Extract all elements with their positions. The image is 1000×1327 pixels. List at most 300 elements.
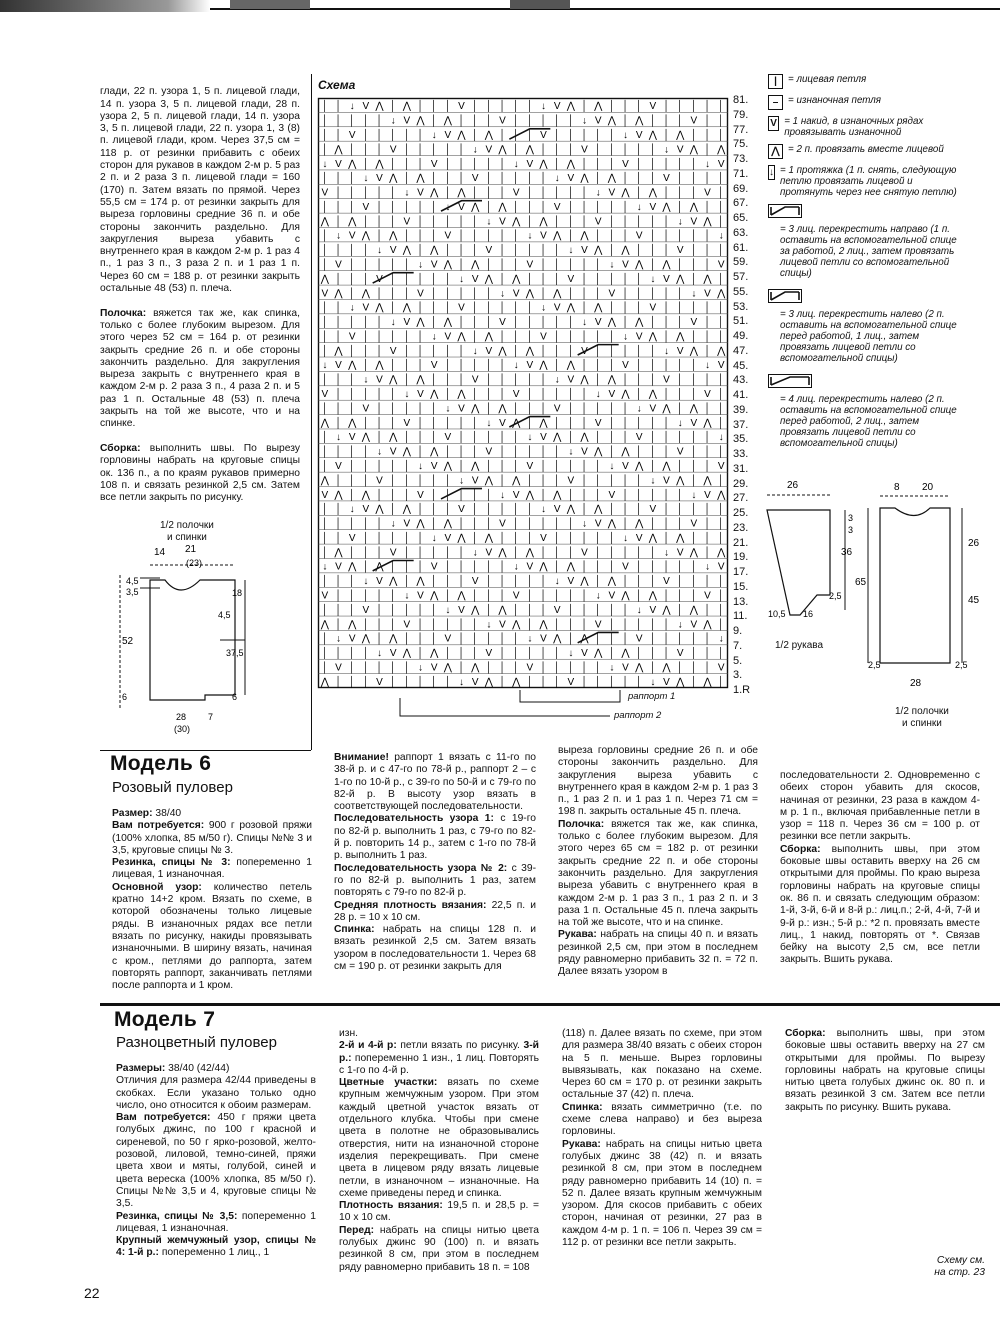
chart-stitch-symbol: │: [677, 259, 684, 271]
chart-stitch-symbol: │: [349, 604, 356, 616]
chart-stitch-symbol: │: [335, 676, 342, 688]
chart-stitch-symbol: │: [349, 475, 356, 487]
chart-stitch-symbol: │: [622, 619, 629, 631]
column-divider-vertical: [311, 74, 312, 750]
chart-stitch-symbol: V: [608, 489, 616, 501]
chart-stitch-symbol: │: [349, 144, 356, 156]
chart-stitch-symbol: ↓: [431, 130, 437, 142]
chart-stitch-symbol: │: [458, 345, 465, 357]
dim-21: 21: [185, 544, 197, 555]
chart-stitch-symbol: │: [444, 547, 451, 559]
chart-stitch-symbol: V: [376, 273, 383, 285]
chart-stitch-symbol: │: [663, 115, 670, 127]
chart-stitch-symbol: │: [718, 101, 725, 113]
chart-stitch-symbol: V: [717, 460, 725, 472]
chart-stitch-symbol: │: [608, 230, 615, 242]
chart-stitch-symbol: │: [472, 331, 479, 343]
chart-stitch-symbol: ↓: [636, 604, 642, 616]
chart-stitch-symbol: │: [704, 446, 711, 458]
chart-row-label: 23.: [733, 521, 749, 534]
chart-stitch-symbol: │: [444, 619, 451, 631]
chart-stitch-symbol: V: [526, 460, 534, 472]
chart-stitch-symbol: │: [526, 446, 533, 458]
chart-stitch-symbol: V: [444, 130, 452, 142]
chart-stitch-symbol: │: [554, 245, 561, 257]
chart-stitch-symbol: V: [389, 245, 397, 257]
chart-stitch-symbol: │: [403, 532, 410, 544]
polochka-label: Полочка:: [100, 307, 147, 319]
dim-16: 16: [803, 609, 814, 619]
chart-stitch-symbol: V: [704, 590, 711, 602]
chart-stitch-symbol: │: [608, 345, 615, 357]
chart-stitch-symbol: │: [321, 403, 328, 415]
chart-stitch-symbol: │: [690, 389, 697, 401]
chart-stitch-symbol: │: [513, 403, 520, 415]
chart-stitch-symbol: ⋀: [621, 187, 630, 199]
chart-stitch-symbol: │: [540, 288, 547, 300]
chart-stitch-symbol: V: [676, 648, 684, 660]
chart-stitch-symbol: │: [376, 633, 383, 645]
chart-stitch-symbol: │: [567, 532, 574, 544]
chart-stitch-symbol: │: [581, 590, 588, 602]
chart-stitch-symbol: V: [526, 662, 534, 674]
chart-stitch-symbol: │: [376, 547, 383, 559]
chart-row-label: 29.: [733, 477, 749, 490]
chart-stitch-symbol: │: [458, 288, 465, 300]
chart-stitch-symbol: ⋀: [334, 489, 343, 501]
chart-stitch-symbol: V: [526, 158, 534, 170]
chart-stitch-symbol: V: [676, 144, 684, 156]
paragraph-label: Последовательность узора 1:: [334, 813, 494, 825]
chart-stitch-symbol: V: [526, 259, 534, 271]
stitch-symbol-icon: –: [768, 95, 783, 110]
chart-stitch-symbol: │: [540, 389, 547, 401]
legend-item: [768, 74, 968, 89]
chart-stitch-symbol: │: [431, 547, 438, 559]
chart-stitch-symbol: │: [431, 101, 438, 113]
chart-stitch-symbol: ⋀: [594, 648, 603, 660]
chart-stitch-symbol: │: [444, 389, 451, 401]
chart-stitch-symbol: ⋀: [566, 360, 575, 372]
top-edge-dark-strip-2: [230, 0, 310, 9]
chart-stitch-symbol: V: [553, 201, 561, 213]
chart-stitch-symbol: │: [608, 201, 615, 213]
chart-stitch-symbol: ⋀: [717, 345, 726, 357]
chart-stitch-symbol: │: [444, 302, 451, 314]
chart-stitch-symbol: │: [581, 475, 588, 487]
chart-stitch-symbol: │: [595, 345, 602, 357]
paragraph-text: петли вязать по рисунку.: [396, 1040, 524, 1052]
chart-stitch-symbol: │: [663, 417, 670, 429]
chart-row-label: 47.: [733, 344, 749, 357]
chart-stitch-symbol: V: [348, 432, 356, 444]
chart-stitch-symbol: V: [458, 403, 465, 415]
chart-stitch-symbol: │: [718, 331, 725, 343]
dim-52: 52: [122, 636, 134, 647]
chart-stitch-symbol: ↓: [677, 216, 683, 228]
chart-stitch-symbol: │: [567, 590, 574, 602]
chart-stitch-symbol: │: [376, 619, 383, 631]
chart-stitch-symbol: │: [581, 259, 588, 271]
chart-stitch-symbol: │: [540, 173, 547, 185]
chart-stitch-symbol: │: [485, 302, 492, 314]
chart-stitch-symbol: │: [718, 590, 725, 602]
chart-stitch-symbol: │: [444, 561, 451, 573]
chart-stitch-symbol: │: [663, 245, 670, 257]
chart-stitch-symbol: │: [690, 532, 697, 544]
chart-stitch-symbol: │: [718, 475, 725, 487]
chart-stitch-symbol: V: [690, 619, 698, 631]
chart-stitch-symbol: │: [608, 561, 615, 573]
chart-stitch-symbol: │: [540, 475, 547, 487]
chart-stitch-symbol: V: [704, 389, 711, 401]
chart-stitch-symbol: │: [567, 432, 574, 444]
chart-stitch-symbol: │: [390, 604, 397, 616]
chart-stitch-symbol: V: [512, 288, 520, 300]
chart-stitch-symbol: │: [595, 576, 602, 588]
chart-stitch-symbol: │: [718, 173, 725, 185]
chart-stitch-symbol: │: [567, 662, 574, 674]
chart-stitch-symbol: V: [676, 345, 684, 357]
chart-stitch-symbol: ⋀: [498, 604, 507, 616]
diagram-left-title: 1/2 полочки и спинки: [160, 520, 214, 543]
legend-item: [768, 204, 968, 279]
chart-stitch-symbol: │: [362, 115, 369, 127]
chart-stitch-symbol: ⋀: [703, 216, 712, 228]
chart-stitch-symbol: ↓: [486, 417, 492, 429]
chart-stitch-symbol: │: [403, 201, 410, 213]
paragraph-label: Размеры:: [116, 1063, 166, 1074]
chart-stitch-symbol: V: [717, 360, 725, 372]
chart-stitch-symbol: │: [362, 518, 369, 530]
chart-stitch-symbol: │: [554, 345, 561, 357]
chart-stitch-symbol: V: [553, 403, 561, 415]
chart-stitch-symbol: │: [403, 331, 410, 343]
chart-stitch-symbol: │: [540, 648, 547, 660]
chart-stitch-symbol: │: [472, 187, 479, 199]
chart-stitch-symbol: │: [677, 115, 684, 127]
chart-stitch-symbol: │: [554, 187, 561, 199]
chart-stitch-symbol: │: [526, 101, 533, 113]
chart-stitch-symbol: │: [581, 389, 588, 401]
chart-stitch-symbol: │: [608, 633, 615, 645]
paragraph-text: вяжется так же, как спинка, только с более глубоким вырезом. Для этого через 65 см = 182 р. от резинки закрыть средние 22 п. и обе стороны закончить раздельно. Для закругления выреза убавить с внутреннего края в каждом 2-м р. 1 раз 3 п., 1 раз 2 п. и 3 раза 1 п. Остальные 45 п. плеча закрыть на той же высоте, что и на спинке.: [558, 818, 758, 929]
chart-stitch-symbol: ⋀: [662, 403, 671, 415]
chart-stitch-symbol: V: [417, 288, 424, 300]
chart-stitch-symbol: │: [567, 604, 574, 616]
paragraph: [339, 1225, 539, 1274]
chart-stitch-symbol: │: [595, 288, 602, 300]
chart-stitch-symbol: │: [431, 475, 438, 487]
chart-stitch-symbol: │: [499, 532, 506, 544]
chart-stitch-symbol: │: [649, 115, 656, 127]
chart-stitch-symbol: │: [472, 518, 479, 530]
chart-stitch-symbol: │: [718, 504, 725, 516]
chart-stitch-symbol: ↓: [636, 201, 642, 213]
chart-stitch-symbol: │: [513, 130, 520, 142]
chart-row-label: 27.: [733, 492, 749, 505]
chart-stitch-symbol: │: [376, 317, 383, 329]
polochka-text: вяжется так же, как спинка, только с более глубоким вырезом. Для этого через 52 см = 164 р. от резинки закрыть средние 26 п. и обе стороны закончить раздельно. Для закругления выреза закрыть с внутреннего края в каждом 2-м р. 2 раза 3 п., 4 раза 2 п. и 5 раз 1 п. Остальные 48 (53) п. плеча закрыть на той же высоте, что и на спинке.: [100, 307, 300, 430]
chart-stitch-symbol: V: [458, 201, 465, 213]
chart-stitch-symbol: V: [635, 633, 643, 645]
chart-stitch-symbol: │: [403, 561, 410, 573]
chart-stitch-symbol: │: [677, 317, 684, 329]
chart-stitch-symbol: │: [362, 144, 369, 156]
chart-stitch-symbol: │: [718, 676, 725, 688]
chart-stitch-symbol: │: [595, 273, 602, 285]
chart-stitch-symbol: │: [458, 489, 465, 501]
cable-symbol-icon: [768, 289, 968, 308]
chart-stitch-symbol: V: [567, 273, 575, 285]
chart-stitch-symbol: │: [608, 360, 615, 372]
legend-item: [768, 95, 968, 110]
chart-stitch-symbol: │: [417, 417, 424, 429]
chart-stitch-symbol: │: [704, 115, 711, 127]
chart-stitch-symbol: │: [431, 273, 438, 285]
chart-stitch-symbol: │: [690, 302, 697, 314]
chart-stitch-symbol: │: [704, 345, 711, 357]
chart-stitch-symbol: │: [390, 101, 397, 113]
chart-stitch-symbol: ⋀: [580, 230, 589, 242]
chart-stitch-symbol: │: [649, 317, 656, 329]
chart-stitch-symbol: │: [540, 604, 547, 616]
chart-row-label: 17.: [733, 566, 749, 578]
chart-stitch-symbol: │: [718, 201, 725, 213]
paragraph-text: набрать на спицы нитью цвета голубых джинс 38 (42) п. и вязать резинкой 8 см, при этом в последнем ряду равномерно прибавить 14 (10) п. = 52 п. Далее вязать крупным жемчужным узором. Для скосов прибавить с обеих сторон, начиная от резинки, 27 раз в каждом 4-м р. 1 п. = 106 п. Через 39 см = 112 р. от резинки все петли закрыть.: [562, 1138, 762, 1249]
chart-stitch-symbol: │: [499, 576, 506, 588]
chart-stitch-symbol: │: [622, 101, 629, 113]
paragraph-label: Сборка:: [785, 1028, 826, 1039]
chart-stitch-symbol: │: [622, 417, 629, 429]
rapport-1-bracket: [520, 690, 620, 702]
chart-stitch-symbol: ⋀: [580, 633, 589, 645]
chart-stitch-symbol: │: [608, 101, 615, 113]
chart-stitch-symbol: ⋀: [498, 345, 507, 357]
chart-stitch-symbol: ⋀: [484, 273, 493, 285]
chart-stitch-symbol: │: [581, 130, 588, 142]
paragraph-text: вязать по схеме крупным жемчужным узором. При этом каждый цветной участок вязать от отдельного клубка. Чтобы при смене цвета в полотне не образовывались отверстия, нити на изнаночной стороне изделия перекрещивать. При смене цвета в лицевом ряду вязать лицевые петли, в изнаночном – изнаночные. На схеме приведены перед и спинка.: [339, 1077, 539, 1199]
chart-stitch-symbol: V: [608, 288, 616, 300]
chart-stitch-symbol: V: [499, 417, 506, 429]
chart-stitch-symbol: │: [390, 590, 397, 602]
chart-stitch-symbol: │: [649, 460, 656, 472]
chart-stitch-symbol: │: [690, 130, 697, 142]
chart-stitch-symbol: ↓: [472, 547, 478, 559]
chart-row-label: 7.: [733, 639, 743, 652]
stitch-symbol-icon: V: [768, 116, 779, 131]
chart-stitch-symbol: │: [690, 432, 697, 444]
chart-stitch-symbol: │: [444, 187, 451, 199]
chart-stitch-symbol: │: [704, 576, 711, 588]
chart-stitch-symbol: ↓: [541, 504, 546, 516]
chart-stitch-symbol: V: [663, 576, 670, 588]
chart-stitch-symbol: │: [335, 374, 342, 386]
chart-stitch-symbol: ⋀: [471, 259, 480, 271]
chart-stitch-symbol: │: [472, 245, 479, 257]
chart-stitch-symbol: │: [622, 230, 629, 242]
chart-stitch-symbol: │: [595, 158, 602, 170]
chart-stitch-symbol: │: [690, 173, 697, 185]
chart-stitch-symbol: ⋀: [320, 417, 329, 429]
chart-stitch-symbol: ↓: [445, 201, 451, 213]
chart-stitch-symbol: │: [335, 173, 342, 185]
dim-8: 8: [894, 482, 900, 493]
chart-stitch-symbol: ⋀: [676, 331, 685, 343]
chart-stitch-symbol: ⋀: [594, 504, 603, 516]
chart-stitch-symbol: ↓: [691, 288, 697, 300]
chart-stitch-symbol: │: [581, 360, 588, 372]
chart-stitch-symbol: │: [335, 590, 342, 602]
chart-stitch-symbol: V: [430, 158, 438, 170]
chart-stitch-symbol: ⋀: [498, 547, 507, 559]
chart-stitch-symbol: ⋀: [348, 619, 357, 631]
chart-stitch-symbol: │: [321, 633, 328, 645]
chart-stitch-symbol: │: [335, 604, 342, 616]
chart-stitch-symbol: ↓: [390, 115, 396, 127]
chart-stitch-symbol: V: [663, 273, 670, 285]
chart-stitch-symbol: │: [526, 374, 533, 386]
chart-stitch-symbol: │: [636, 561, 643, 573]
chart-stitch-symbol: V: [321, 590, 329, 602]
chart-stitch-symbol: │: [458, 374, 465, 386]
chart-stitch-symbol: │: [540, 259, 547, 271]
paragraph-text: набрать на спицы 128 п. и вязать резинкой 2,5 см. Затем вязать узором в последовательности 1. Через 68 см = 190 р. от резинки закрыть для: [334, 924, 536, 973]
chart-stitch-symbol: │: [349, 187, 356, 199]
paragraph-text: последовательности 2. Одновременно с обеих сторон убавить для скосов, начиная от резинки, 23 раза в каждом 4-м р. 1 п., включая прибавленные петли в узор = 118 п. Через 36 см = 100 р. от резинки все петли закрыть.: [780, 770, 980, 843]
chart-stitch-symbol: V: [622, 561, 629, 573]
dim-10-5: 10,5: [768, 609, 786, 619]
chart-stitch-symbol: │: [567, 288, 574, 300]
chart-stitch-symbol: ⋀: [498, 403, 507, 415]
chart-stitch-symbol: │: [417, 432, 424, 444]
chart-stitch-symbol: │: [335, 216, 342, 228]
chart-stitch-symbol: V: [649, 302, 657, 314]
chart-stitch-symbol: │: [403, 662, 410, 674]
chart-stitch-symbol: │: [704, 245, 711, 257]
chart-stitch-symbol: │: [499, 230, 506, 242]
chart-stitch-symbol: │: [417, 144, 424, 156]
chart-stitch-symbol: ⋀: [361, 489, 370, 501]
chart-stitch-symbol: │: [554, 130, 561, 142]
chart-stitch-symbol: │: [663, 619, 670, 631]
chart-stitch-symbol: │: [677, 187, 684, 199]
chart-stitch-symbol: ⋀: [457, 389, 466, 401]
chart-stitch-symbol: │: [690, 561, 697, 573]
chart-stitch-symbol: │: [595, 561, 602, 573]
chart-stitch-symbol: │: [390, 662, 397, 674]
chart-stitch-symbol: │: [649, 518, 656, 530]
chart-stitch-symbol: │: [513, 518, 520, 530]
dim-7: 7: [208, 712, 214, 722]
chart-stitch-symbol: ↓: [650, 676, 656, 688]
chart-row-label: 49.: [733, 330, 749, 342]
paragraph-label: Спинка:: [334, 924, 375, 936]
chart-stitch-symbol: │: [513, 144, 520, 156]
chart-stitch-symbol: ⋀: [334, 144, 343, 156]
chart-stitch-symbol: ↓: [431, 532, 437, 544]
chart-stitch-symbol: V: [581, 648, 588, 660]
paragraph-label: Сборка:: [780, 843, 821, 855]
dim-28: 28: [176, 712, 187, 722]
chart-stitch-symbol: │: [431, 576, 438, 588]
paragraph-label: Средняя плотность вязания:: [334, 899, 487, 911]
chart-stitch-symbol: ⋀: [389, 633, 398, 645]
chart-stitch-symbol: │: [335, 648, 342, 660]
chart-stitch-symbol: │: [458, 446, 465, 458]
chart-stitch-symbol: │: [390, 561, 397, 573]
paragraph-label: Резинка, спицы № 3,5:: [116, 1210, 238, 1222]
chart-stitch-symbol: ↓: [336, 432, 341, 444]
sborka-text: выполнить швы. По вырезу горловины набрать на круговые спицы ок. 136 п., а по краям рукавов примерно 108 п. и связать резинкой 2,5 см. Затем все петли закрыть по рисунку.: [100, 442, 300, 504]
chart-stitch-symbol: │: [458, 317, 465, 329]
chart-stitch-symbol: │: [690, 475, 697, 487]
chart-stitch-symbol: │: [690, 158, 697, 170]
chart-stitch-symbol: │: [376, 230, 383, 242]
chart-stitch-symbol: │: [636, 144, 643, 156]
chart-stitch-symbol: V: [608, 187, 616, 199]
chart-stitch-symbol: │: [649, 662, 656, 674]
chart-row-label: 19.: [733, 551, 749, 564]
chart-stitch-symbol: ⋀: [525, 547, 534, 559]
chart-stitch-symbol: │: [581, 302, 588, 314]
paragraph: [116, 1211, 316, 1236]
chart-stitch-symbol: ⋀: [525, 288, 534, 300]
paragraph-text: 450 г пряжи цвета голубых джинс, по 100 г красной и сиреневой, по 50 г ярко-розовой, желто-розовой, лиловой, темно-синей, пряжи цвета хвои и мяты, голубой, синей и цвета вереска (100% хлопка, 85 м/50 г). Спицы №№ 3,5 и 4, круговые спицы № 3,5.: [116, 1112, 316, 1210]
chart-stitch-symbol: ↓: [500, 489, 505, 501]
chart-stitch-symbol: │: [321, 101, 328, 113]
chart-stitch-symbol: │: [321, 201, 328, 213]
chart-stitch-symbol: ⋀: [484, 130, 493, 142]
chart-stitch-symbol: │: [499, 633, 506, 645]
chart-stitch-symbol: │: [403, 547, 410, 559]
chart-stitch-symbol: │: [704, 504, 711, 516]
chart-stitch-symbol: ⋀: [635, 317, 644, 329]
chart-stitch-symbol: │: [376, 518, 383, 530]
chart-row-label: 3.: [733, 669, 743, 682]
chart-stitch-symbol: │: [431, 345, 438, 357]
chart-stitch-symbol: ↓: [431, 331, 437, 343]
paragraph-label: Внимание!: [334, 752, 389, 763]
chart-stitch-symbol: │: [554, 532, 561, 544]
chart-stitch-symbol: │: [636, 504, 643, 516]
chart-stitch-symbol: │: [581, 619, 588, 631]
chart-stitch-symbol: V: [376, 676, 383, 688]
legend-text: = 3 лиц. перекрестить направо (1 п. оставить на вспомогательной спице за работой, 2 лиц., затем провязать лицевой петли со вспомогательной спицы): [780, 224, 957, 279]
chart-stitch-symbol: V: [512, 590, 520, 602]
chart-stitch-symbol: │: [376, 345, 383, 357]
chart-stitch-symbol: V: [362, 201, 370, 213]
chart-stitch-symbol: │: [403, 604, 410, 616]
chart-stitch-symbol: ⋀: [484, 475, 493, 487]
paragraph-label: Последовательность узора № 2:: [334, 862, 508, 874]
chart-stitch-symbol: ⋀: [471, 403, 480, 415]
chart-stitch-symbol: │: [622, 489, 629, 501]
chart-stitch-symbol: │: [499, 676, 506, 688]
chart-stitch-symbol: │: [485, 604, 492, 616]
chart-row-label: 39.: [733, 403, 749, 416]
chart-stitch-symbol: ⋀: [662, 259, 671, 271]
chart-stitch-symbol: │: [376, 532, 383, 544]
chart-stitch-symbol: │: [554, 561, 561, 573]
chart-stitch-symbol: │: [376, 590, 383, 602]
chart-stitch-symbol: V: [430, 662, 438, 674]
chart-stitch-symbol: │: [636, 273, 643, 285]
chart-stitch-symbol: ⋀: [498, 201, 507, 213]
chart-stitch-symbol: ⋀: [717, 489, 726, 501]
chart-stitch-symbol: ⋀: [320, 676, 329, 688]
chart-stitch-symbol: │: [718, 245, 725, 257]
